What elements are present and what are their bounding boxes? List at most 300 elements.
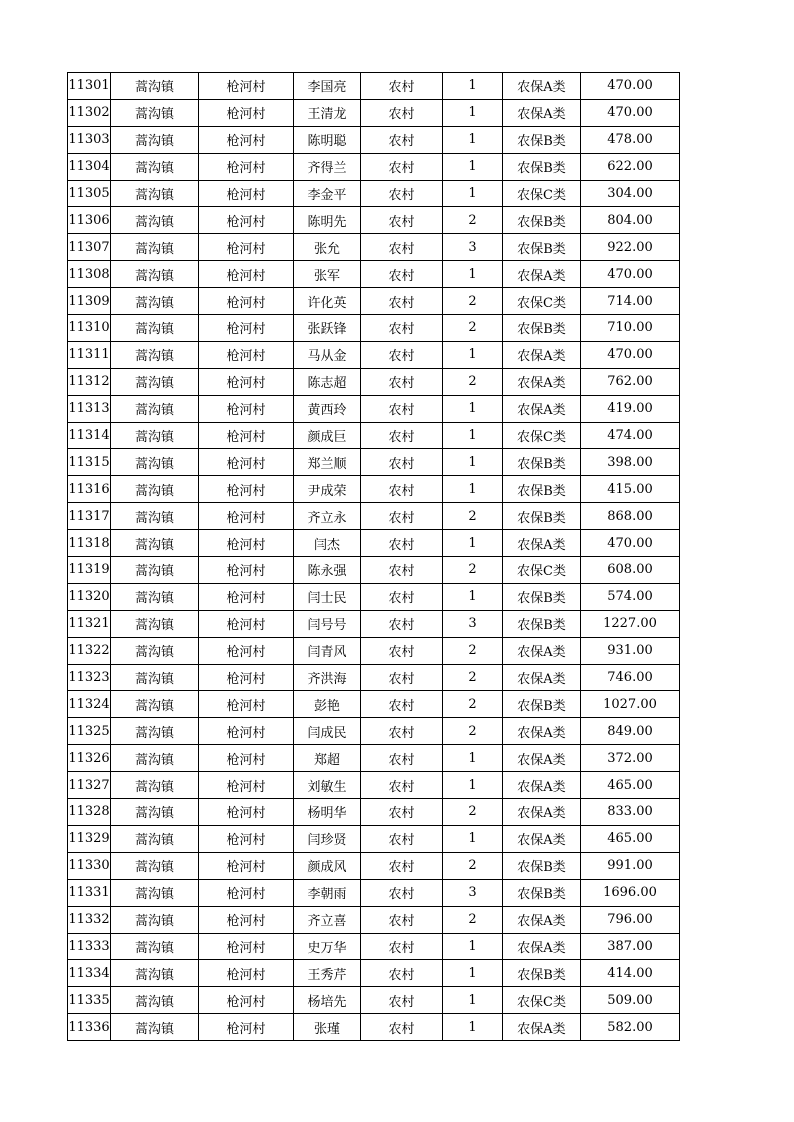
town-cell: 蒿沟镇 <box>111 637 199 664</box>
table-row <box>68 422 680 449</box>
row-id-cell: 11319 <box>68 557 111 584</box>
village-cell: 枪河村 <box>199 637 294 664</box>
household-count-cell: 1 <box>443 449 503 476</box>
name-cell: 闫青风 <box>294 637 361 664</box>
table-row <box>68 691 680 718</box>
household-count-cell: 1 <box>443 422 503 449</box>
household-count-cell: 2 <box>443 852 503 879</box>
village-cell: 枪河村 <box>199 664 294 691</box>
amount-cell: 849.00 <box>581 718 680 745</box>
amount-cell: 868.00 <box>581 503 680 530</box>
residence-type-cell: 农村 <box>361 718 443 745</box>
town-cell: 蒿沟镇 <box>111 261 199 288</box>
name-cell: 陈明先 <box>294 207 361 234</box>
household-count-cell: 1 <box>443 825 503 852</box>
amount-cell: 419.00 <box>581 395 680 422</box>
village-cell: 枪河村 <box>199 557 294 584</box>
category-cell: 农保A类 <box>503 99 581 126</box>
amount-cell: 804.00 <box>581 207 680 234</box>
town-cell: 蒿沟镇 <box>111 691 199 718</box>
name-cell: 闫珍贤 <box>294 825 361 852</box>
row-id-cell: 11309 <box>68 288 111 315</box>
amount-cell: 470.00 <box>581 261 680 288</box>
town-cell: 蒿沟镇 <box>111 557 199 584</box>
row-id-cell: 11311 <box>68 341 111 368</box>
village-cell: 枪河村 <box>199 933 294 960</box>
village-cell: 枪河村 <box>199 906 294 933</box>
residence-type-cell: 农村 <box>361 906 443 933</box>
household-count-cell: 1 <box>443 960 503 987</box>
town-cell: 蒿沟镇 <box>111 933 199 960</box>
town-cell: 蒿沟镇 <box>111 718 199 745</box>
household-count-cell: 1 <box>443 261 503 288</box>
table-row <box>68 987 680 1014</box>
amount-cell: 1027.00 <box>581 691 680 718</box>
residence-type-cell: 农村 <box>361 583 443 610</box>
residence-type-cell: 农村 <box>361 933 443 960</box>
residence-type-cell: 农村 <box>361 1014 443 1041</box>
town-cell: 蒿沟镇 <box>111 234 199 261</box>
name-cell: 郑兰顺 <box>294 449 361 476</box>
row-id-cell: 11325 <box>68 718 111 745</box>
table-row <box>68 772 680 799</box>
category-cell: 农保A类 <box>503 530 581 557</box>
town-cell: 蒿沟镇 <box>111 879 199 906</box>
category-cell: 农保A类 <box>503 664 581 691</box>
category-cell: 农保A类 <box>503 395 581 422</box>
category-cell: 农保A类 <box>503 825 581 852</box>
residence-type-cell: 农村 <box>361 503 443 530</box>
village-cell: 枪河村 <box>199 987 294 1014</box>
name-cell: 杨培先 <box>294 987 361 1014</box>
amount-cell: 922.00 <box>581 234 680 261</box>
residence-type-cell: 农村 <box>361 691 443 718</box>
table-row <box>68 476 680 503</box>
beneficiary-table <box>67 72 680 1041</box>
village-cell: 枪河村 <box>199 288 294 315</box>
village-cell: 枪河村 <box>199 341 294 368</box>
town-cell: 蒿沟镇 <box>111 476 199 503</box>
category-cell: 农保A类 <box>503 799 581 826</box>
name-cell: 齐洪海 <box>294 664 361 691</box>
name-cell: 齐得兰 <box>294 153 361 180</box>
town-cell: 蒿沟镇 <box>111 153 199 180</box>
household-count-cell: 2 <box>443 368 503 395</box>
residence-type-cell: 农村 <box>361 476 443 503</box>
name-cell: 李国亮 <box>294 73 361 100</box>
amount-cell: 465.00 <box>581 772 680 799</box>
residence-type-cell: 农村 <box>361 772 443 799</box>
name-cell: 张跃锋 <box>294 315 361 342</box>
residence-type-cell: 农村 <box>361 341 443 368</box>
category-cell: 农保A类 <box>503 1014 581 1041</box>
row-id-cell: 11301 <box>68 73 111 100</box>
row-id-cell: 11331 <box>68 879 111 906</box>
residence-type-cell: 农村 <box>361 73 443 100</box>
name-cell: 闫成民 <box>294 718 361 745</box>
row-id-cell: 11304 <box>68 153 111 180</box>
name-cell: 李金平 <box>294 180 361 207</box>
village-cell: 枪河村 <box>199 261 294 288</box>
household-count-cell: 1 <box>443 583 503 610</box>
village-cell: 枪河村 <box>199 960 294 987</box>
row-id-cell: 11334 <box>68 960 111 987</box>
row-id-cell: 11308 <box>68 261 111 288</box>
household-count-cell: 2 <box>443 691 503 718</box>
amount-cell: 582.00 <box>581 1014 680 1041</box>
amount-cell: 470.00 <box>581 341 680 368</box>
town-cell: 蒿沟镇 <box>111 772 199 799</box>
town-cell: 蒿沟镇 <box>111 207 199 234</box>
row-id-cell: 11313 <box>68 395 111 422</box>
village-cell: 枪河村 <box>199 207 294 234</box>
residence-type-cell: 农村 <box>361 557 443 584</box>
village-cell: 枪河村 <box>199 449 294 476</box>
name-cell: 李朝雨 <box>294 879 361 906</box>
town-cell: 蒿沟镇 <box>111 852 199 879</box>
category-cell: 农保B类 <box>503 315 581 342</box>
household-count-cell: 1 <box>443 530 503 557</box>
name-cell: 闫士民 <box>294 583 361 610</box>
amount-cell: 991.00 <box>581 852 680 879</box>
village-cell: 枪河村 <box>199 799 294 826</box>
row-id-cell: 11316 <box>68 476 111 503</box>
name-cell: 颜成巨 <box>294 422 361 449</box>
row-id-cell: 11332 <box>68 906 111 933</box>
row-id-cell: 11306 <box>68 207 111 234</box>
name-cell: 马从金 <box>294 341 361 368</box>
table-row <box>68 341 680 368</box>
town-cell: 蒿沟镇 <box>111 395 199 422</box>
category-cell: 农保B类 <box>503 960 581 987</box>
row-id-cell: 11318 <box>68 530 111 557</box>
category-cell: 农保B类 <box>503 503 581 530</box>
table-row <box>68 180 680 207</box>
name-cell: 刘敏生 <box>294 772 361 799</box>
name-cell: 杨明华 <box>294 799 361 826</box>
town-cell: 蒿沟镇 <box>111 341 199 368</box>
name-cell: 王秀芹 <box>294 960 361 987</box>
household-count-cell: 2 <box>443 718 503 745</box>
town-cell: 蒿沟镇 <box>111 288 199 315</box>
town-cell: 蒿沟镇 <box>111 422 199 449</box>
residence-type-cell: 农村 <box>361 664 443 691</box>
amount-cell: 608.00 <box>581 557 680 584</box>
household-count-cell: 1 <box>443 99 503 126</box>
amount-cell: 372.00 <box>581 745 680 772</box>
amount-cell: 796.00 <box>581 906 680 933</box>
table-row <box>68 99 680 126</box>
residence-type-cell: 农村 <box>361 799 443 826</box>
residence-type-cell: 农村 <box>361 153 443 180</box>
table-row <box>68 933 680 960</box>
row-id-cell: 11320 <box>68 583 111 610</box>
category-cell: 农保C类 <box>503 288 581 315</box>
category-cell: 农保C类 <box>503 557 581 584</box>
amount-cell: 833.00 <box>581 799 680 826</box>
household-count-cell: 1 <box>443 987 503 1014</box>
row-id-cell: 11312 <box>68 368 111 395</box>
table-row <box>68 879 680 906</box>
row-id-cell: 11310 <box>68 315 111 342</box>
amount-cell: 415.00 <box>581 476 680 503</box>
town-cell: 蒿沟镇 <box>111 368 199 395</box>
village-cell: 枪河村 <box>199 503 294 530</box>
name-cell: 张军 <box>294 261 361 288</box>
residence-type-cell: 农村 <box>361 987 443 1014</box>
village-cell: 枪河村 <box>199 583 294 610</box>
name-cell: 陈永强 <box>294 557 361 584</box>
residence-type-cell: 农村 <box>361 368 443 395</box>
name-cell: 彭艳 <box>294 691 361 718</box>
row-id-cell: 11326 <box>68 745 111 772</box>
amount-cell: 509.00 <box>581 987 680 1014</box>
town-cell: 蒿沟镇 <box>111 906 199 933</box>
category-cell: 农保B类 <box>503 153 581 180</box>
amount-cell: 714.00 <box>581 288 680 315</box>
town-cell: 蒿沟镇 <box>111 799 199 826</box>
category-cell: 农保B类 <box>503 610 581 637</box>
residence-type-cell: 农村 <box>361 449 443 476</box>
row-id-cell: 11305 <box>68 180 111 207</box>
table-row <box>68 503 680 530</box>
village-cell: 枪河村 <box>199 395 294 422</box>
amount-cell: 762.00 <box>581 368 680 395</box>
category-cell: 农保B类 <box>503 691 581 718</box>
category-cell: 农保C类 <box>503 987 581 1014</box>
table-row <box>68 207 680 234</box>
residence-type-cell: 农村 <box>361 261 443 288</box>
town-cell: 蒿沟镇 <box>111 1014 199 1041</box>
table-row <box>68 745 680 772</box>
residence-type-cell: 农村 <box>361 745 443 772</box>
category-cell: 农保B类 <box>503 126 581 153</box>
table-row <box>68 261 680 288</box>
category-cell: 农保B类 <box>503 852 581 879</box>
town-cell: 蒿沟镇 <box>111 449 199 476</box>
residence-type-cell: 农村 <box>361 825 443 852</box>
household-count-cell: 1 <box>443 395 503 422</box>
table-row <box>68 315 680 342</box>
name-cell: 颜成风 <box>294 852 361 879</box>
table-row <box>68 368 680 395</box>
village-cell: 枪河村 <box>199 772 294 799</box>
residence-type-cell: 农村 <box>361 99 443 126</box>
row-id-cell: 11315 <box>68 449 111 476</box>
amount-cell: 470.00 <box>581 99 680 126</box>
household-count-cell: 2 <box>443 664 503 691</box>
table-row <box>68 126 680 153</box>
category-cell: 农保B类 <box>503 879 581 906</box>
town-cell: 蒿沟镇 <box>111 825 199 852</box>
row-id-cell: 11336 <box>68 1014 111 1041</box>
row-id-cell: 11322 <box>68 637 111 664</box>
table-row <box>68 153 680 180</box>
amount-cell: 1227.00 <box>581 610 680 637</box>
amount-cell: 470.00 <box>581 530 680 557</box>
table-row <box>68 234 680 261</box>
table-row <box>68 664 680 691</box>
name-cell: 闫杰 <box>294 530 361 557</box>
row-id-cell: 11303 <box>68 126 111 153</box>
village-cell: 枪河村 <box>199 476 294 503</box>
table-row <box>68 73 680 100</box>
town-cell: 蒿沟镇 <box>111 180 199 207</box>
household-count-cell: 1 <box>443 772 503 799</box>
row-id-cell: 11327 <box>68 772 111 799</box>
household-count-cell: 2 <box>443 906 503 933</box>
category-cell: 农保A类 <box>503 906 581 933</box>
residence-type-cell: 农村 <box>361 207 443 234</box>
row-id-cell: 11314 <box>68 422 111 449</box>
table-row <box>68 637 680 664</box>
row-id-cell: 11323 <box>68 664 111 691</box>
table-row <box>68 583 680 610</box>
amount-cell: 622.00 <box>581 153 680 180</box>
household-count-cell: 3 <box>443 879 503 906</box>
table-row <box>68 395 680 422</box>
village-cell: 枪河村 <box>199 126 294 153</box>
row-id-cell: 11333 <box>68 933 111 960</box>
residence-type-cell: 农村 <box>361 234 443 261</box>
name-cell: 闫号号 <box>294 610 361 637</box>
name-cell: 齐立喜 <box>294 906 361 933</box>
amount-cell: 746.00 <box>581 664 680 691</box>
residence-type-cell: 农村 <box>361 288 443 315</box>
row-id-cell: 11321 <box>68 610 111 637</box>
residence-type-cell: 农村 <box>361 395 443 422</box>
residence-type-cell: 农村 <box>361 126 443 153</box>
amount-cell: 465.00 <box>581 825 680 852</box>
name-cell: 陈明聪 <box>294 126 361 153</box>
village-cell: 枪河村 <box>199 234 294 261</box>
amount-cell: 304.00 <box>581 180 680 207</box>
table-body <box>68 73 680 1041</box>
household-count-cell: 3 <box>443 610 503 637</box>
name-cell: 齐立永 <box>294 503 361 530</box>
name-cell: 史万华 <box>294 933 361 960</box>
amount-cell: 710.00 <box>581 315 680 342</box>
row-id-cell: 11317 <box>68 503 111 530</box>
name-cell: 王清龙 <box>294 99 361 126</box>
category-cell: 农保A类 <box>503 745 581 772</box>
name-cell: 陈志超 <box>294 368 361 395</box>
town-cell: 蒿沟镇 <box>111 610 199 637</box>
row-id-cell: 11328 <box>68 799 111 826</box>
village-cell: 枪河村 <box>199 530 294 557</box>
amount-cell: 387.00 <box>581 933 680 960</box>
residence-type-cell: 农村 <box>361 180 443 207</box>
village-cell: 枪河村 <box>199 610 294 637</box>
town-cell: 蒿沟镇 <box>111 664 199 691</box>
residence-type-cell: 农村 <box>361 960 443 987</box>
household-count-cell: 1 <box>443 933 503 960</box>
household-count-cell: 1 <box>443 745 503 772</box>
row-id-cell: 11307 <box>68 234 111 261</box>
name-cell: 许化英 <box>294 288 361 315</box>
table-row <box>68 799 680 826</box>
amount-cell: 1696.00 <box>581 879 680 906</box>
household-count-cell: 2 <box>443 315 503 342</box>
category-cell: 农保A类 <box>503 772 581 799</box>
household-count-cell: 1 <box>443 73 503 100</box>
row-id-cell: 11324 <box>68 691 111 718</box>
household-count-cell: 3 <box>443 234 503 261</box>
table-row <box>68 288 680 315</box>
table-row <box>68 906 680 933</box>
village-cell: 枪河村 <box>199 825 294 852</box>
residence-type-cell: 农村 <box>361 530 443 557</box>
residence-type-cell: 农村 <box>361 637 443 664</box>
category-cell: 农保B类 <box>503 583 581 610</box>
name-cell: 尹成荣 <box>294 476 361 503</box>
village-cell: 枪河村 <box>199 879 294 906</box>
category-cell: 农保A类 <box>503 73 581 100</box>
town-cell: 蒿沟镇 <box>111 987 199 1014</box>
table-row <box>68 718 680 745</box>
village-cell: 枪河村 <box>199 180 294 207</box>
village-cell: 枪河村 <box>199 73 294 100</box>
table-row <box>68 960 680 987</box>
name-cell: 黄西玲 <box>294 395 361 422</box>
household-count-cell: 1 <box>443 126 503 153</box>
village-cell: 枪河村 <box>199 852 294 879</box>
amount-cell: 414.00 <box>581 960 680 987</box>
household-count-cell: 2 <box>443 637 503 664</box>
household-count-cell: 1 <box>443 180 503 207</box>
table-row <box>68 1014 680 1041</box>
row-id-cell: 11330 <box>68 852 111 879</box>
category-cell: 农保A类 <box>503 341 581 368</box>
amount-cell: 398.00 <box>581 449 680 476</box>
amount-cell: 474.00 <box>581 422 680 449</box>
table-row <box>68 825 680 852</box>
village-cell: 枪河村 <box>199 315 294 342</box>
amount-cell: 931.00 <box>581 637 680 664</box>
row-id-cell: 11335 <box>68 987 111 1014</box>
town-cell: 蒿沟镇 <box>111 73 199 100</box>
category-cell: 农保C类 <box>503 180 581 207</box>
row-id-cell: 11329 <box>68 825 111 852</box>
town-cell: 蒿沟镇 <box>111 530 199 557</box>
amount-cell: 574.00 <box>581 583 680 610</box>
residence-type-cell: 农村 <box>361 315 443 342</box>
table-row <box>68 530 680 557</box>
town-cell: 蒿沟镇 <box>111 99 199 126</box>
table-row <box>68 557 680 584</box>
household-count-cell: 1 <box>443 476 503 503</box>
household-count-cell: 2 <box>443 799 503 826</box>
household-count-cell: 2 <box>443 557 503 584</box>
village-cell: 枪河村 <box>199 1014 294 1041</box>
amount-cell: 478.00 <box>581 126 680 153</box>
village-cell: 枪河村 <box>199 745 294 772</box>
name-cell: 张允 <box>294 234 361 261</box>
table-row <box>68 852 680 879</box>
name-cell: 郑超 <box>294 745 361 772</box>
residence-type-cell: 农村 <box>361 879 443 906</box>
village-cell: 枪河村 <box>199 422 294 449</box>
category-cell: 农保A类 <box>503 368 581 395</box>
village-cell: 枪河村 <box>199 691 294 718</box>
village-cell: 枪河村 <box>199 718 294 745</box>
row-id-cell: 11302 <box>68 99 111 126</box>
village-cell: 枪河村 <box>199 368 294 395</box>
household-count-cell: 2 <box>443 503 503 530</box>
amount-cell: 470.00 <box>581 73 680 100</box>
category-cell: 农保A类 <box>503 637 581 664</box>
household-count-cell: 1 <box>443 153 503 180</box>
